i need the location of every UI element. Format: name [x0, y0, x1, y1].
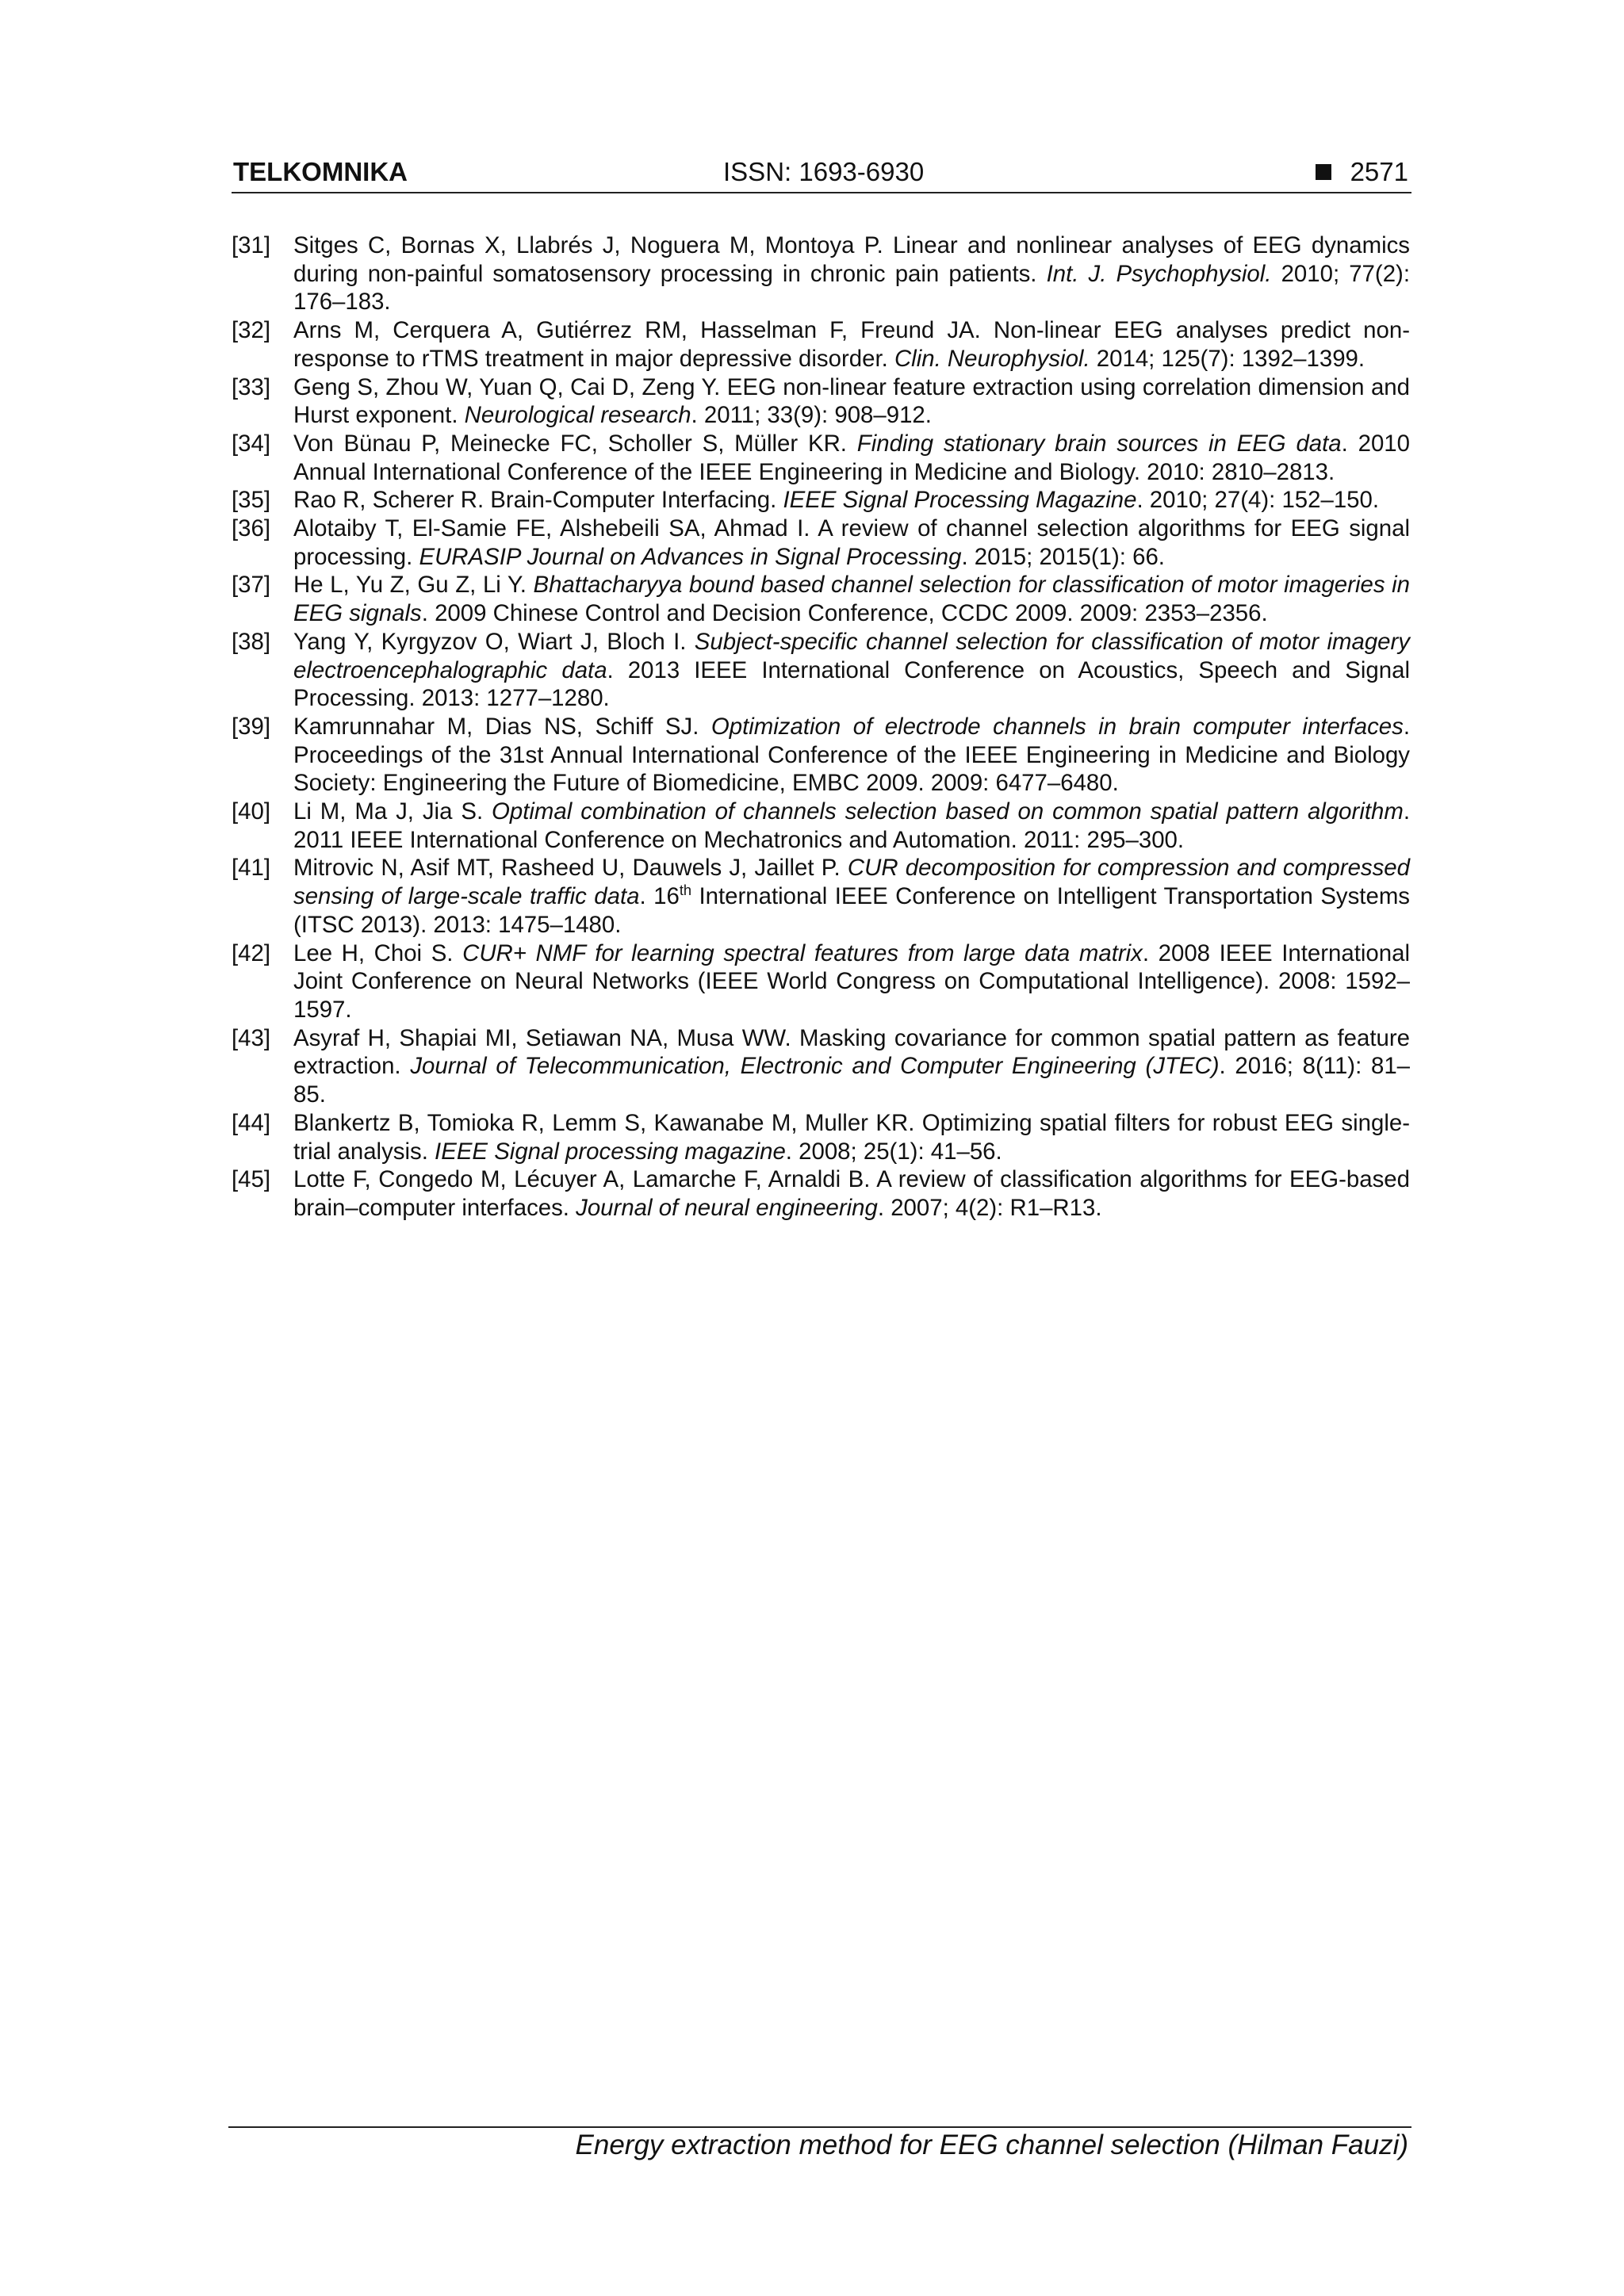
reference-text-segment: Lee H, Choi S. [293, 939, 463, 966]
reference-text-segment: 2010; 77(2): 176–183. [293, 260, 1410, 316]
reference-text-segment: Asyraf H, Shapiai MI, Setiawan NA, Musa WW. Masking covariance for common spatial pattern as feature extraction. [293, 1024, 1410, 1080]
reference-text-segment: Yang Y, Kyrgyzov O, Wiart J, Bloch I. [293, 628, 695, 655]
reference-text-segment: Sitges C, Bornas X, Llabrés J, Noguera M, Montoya P. Linear and nonlinear analyses of EEG dynamics during non-painful somatosensory processing in chronic pain patients. [293, 232, 1410, 287]
reference-item [232, 939, 1410, 1024]
reference-number: [34] [232, 430, 271, 457]
reference-number: [35] [232, 487, 271, 514]
reference-text [293, 486, 1410, 515]
reference-text-segment: . 2008 IEEE International Joint Conference on Neural Networks (IEEE World Congress on Computational Intelligence). 2008: 1592–1597. [293, 939, 1410, 1023]
square-bullet-icon [1316, 164, 1331, 180]
reference-title-italic: IEEE Signal processing magazine [435, 1138, 786, 1165]
reference-text-segment: . 2009 Chinese Control and Decision Conference, CCDC 2009. 2009: 2353–2356. [421, 600, 1268, 627]
reference-title-italic: Optimal combination of channels selection based on common spatial pattern algorithm [492, 798, 1404, 825]
reference-text [293, 316, 1410, 373]
reference-text-segment: . 2011 IEEE International Conference on Mechatronics and Automation. 2011: 295–300. [293, 798, 1411, 853]
reference-title-italic: Neurological research [464, 402, 691, 429]
reference-title-italic: Bhattacharyya bound based channel selection for classification of motor imageries in EEG signals [293, 572, 1410, 627]
reference-number: [37] [232, 572, 271, 599]
reference-number: [45] [232, 1166, 271, 1193]
reference-text [293, 798, 1410, 854]
reference-title-italic: Finding stationary brain sources in EEG data [856, 430, 1342, 457]
journal-name: TELKOMNIKA [233, 157, 408, 186]
reference-text-segment: Arns M, Cerquera A, Gutiérrez RM, Hasselman F, Freund JA. Non-linear EEG analyses predict non-response to rTMS treatment in major depressive disorder. [293, 317, 1410, 372]
reference-text-segment: Geng S, Zhou W, Yuan Q, Cai D, Zeng Y. EEG non-linear feature extraction using correlation dimension and Hurst exponent. [293, 373, 1410, 429]
reference-text-segment: . 2016; 8(11): 81–85. [293, 1053, 1411, 1108]
reference-text [293, 939, 1410, 1024]
reference-text-segment: Rao R, Scherer R. Brain-Computer Interfacing. [293, 487, 783, 514]
reference-text [293, 515, 1410, 571]
reference-item [232, 628, 1410, 713]
reference-text [293, 854, 1410, 939]
reference-item [232, 232, 1410, 316]
reference-text [293, 1109, 1410, 1165]
page-number-group [1316, 157, 1408, 187]
reference-number: [41] [232, 855, 271, 882]
reference-number: [31] [232, 232, 271, 258]
reference-text [293, 628, 1410, 713]
reference-item [232, 486, 1410, 515]
reference-superscript: th [679, 882, 692, 899]
reference-item [232, 1024, 1410, 1109]
reference-item [232, 373, 1410, 430]
reference-number: [32] [232, 317, 271, 344]
reference-number: [42] [232, 939, 271, 966]
reference-text-segment: . 2007; 4(2): R1–R13. [877, 1194, 1102, 1221]
reference-item [232, 798, 1410, 854]
reference-number: [43] [232, 1024, 271, 1051]
reference-title-italic: Journal of Telecommunication, Electronic and Computer Engineering (JTEC) [410, 1053, 1220, 1080]
reference-title-italic: IEEE Signal Processing Magazine [783, 487, 1137, 514]
reference-text-segment: . 16 [639, 883, 680, 910]
page-number: 2571 [1350, 157, 1408, 186]
reference-number: [38] [232, 628, 271, 655]
reference-text-segment: . 2011; 33(9): 908–912. [691, 402, 932, 429]
reference-title-italic: Journal of neural engineering [576, 1194, 878, 1221]
reference-text [293, 1024, 1410, 1109]
reference-number: [40] [232, 798, 271, 825]
reference-title-italic: EURASIP Journal on Advances in Signal Processing [419, 543, 962, 570]
reference-text [293, 373, 1410, 430]
reference-text [293, 232, 1410, 316]
reference-text-segment: . 2008; 25(1): 41–56. [785, 1138, 1002, 1165]
reference-text-segment: Li M, Ma J, Jia S. [293, 798, 492, 825]
reference-number: [36] [232, 515, 271, 542]
reference-text-segment: Alotaiby T, El-Samie FE, Alshebeili SA, Ahmad I. A review of channel selection algorithms for EEG signal processing. [293, 515, 1410, 570]
reference-item [232, 515, 1410, 571]
reference-text-segment: Kamrunnahar M, Dias NS, Schiff SJ. [293, 713, 711, 740]
reference-number: [44] [232, 1109, 271, 1136]
reference-text-segment: . Proceedings of the 31st Annual International Conference of the IEEE Engineering in Medicine and Biology Society: Engineering the Future of Biomedicine, EMBC 2009. 2009: 6477–6480. [293, 713, 1411, 797]
issn-label: ISSN: 1693-6930 [723, 157, 925, 186]
reference-item [232, 854, 1410, 939]
page-footer: Energy extraction method for EEG channel selection (Hilman Fauzi) [575, 2130, 1408, 2160]
reference-number: [39] [232, 713, 271, 740]
reference-title-italic: Clin. Neurophysiol. [894, 345, 1090, 372]
reference-item [232, 430, 1410, 486]
reference-title-italic: Optimization of electrode channels in brain computer interfaces [710, 713, 1404, 740]
reference-list [232, 232, 1410, 1223]
reference-text-segment: . 2013 IEEE International Conference on Acoustics, Speech and Signal Processing. 2013: 1277–1280. [293, 656, 1410, 712]
reference-item [232, 1109, 1410, 1165]
reference-text [293, 1165, 1410, 1222]
page-header [232, 155, 1411, 193]
reference-item [232, 571, 1410, 627]
reference-text [293, 713, 1410, 798]
reference-text [293, 430, 1410, 486]
reference-text-segment: 2014; 125(7): 1392–1399. [1090, 345, 1365, 372]
reference-title-italic: Int. J. Psychophysiol. [1046, 260, 1272, 287]
reference-text-segment: . 2015; 2015(1): 66. [961, 543, 1165, 570]
reference-title-italic: CUR+ NMF for learning spectral features from large data matrix [462, 939, 1143, 966]
footer-rule [228, 2126, 1411, 2128]
reference-text-segment: Lotte F, Congedo M, Lécuyer A, Lamarche F, Arnaldi B. A review of classification algorithms for EEG-based brain–computer interfaces. [293, 1166, 1410, 1221]
reference-text-segment: . 2010 Annual International Conference of the IEEE Engineering in Medicine and Biology. 2010: 2810–2813. [293, 430, 1410, 485]
reference-item [232, 713, 1410, 798]
reference-text-segment: International IEEE Conference on Intelligent Transportation Systems (ITSC 2013). 2013: 1475–1480. [293, 883, 1411, 938]
reference-title-italic: CUR decomposition for compression and compressed sensing of large-scale traffic data [293, 855, 1410, 910]
reference-item [232, 1165, 1410, 1222]
reference-text-segment: He L, Yu Z, Gu Z, Li Y. [293, 572, 534, 599]
reference-title-italic: Subject-specific channel selection for classification of motor imagery electroencephalographic data [293, 628, 1410, 683]
reference-text-segment: Mitrovic N, Asif MT, Rasheed U, Dauwels J, Jaillet P. [293, 855, 848, 882]
reference-text-segment: Von Bünau P, Meinecke FC, Scholler S, Müller KR. [293, 430, 857, 457]
reference-text [293, 571, 1410, 627]
reference-text-segment: Blankertz B, Tomioka R, Lemm S, Kawanabe M, Muller KR. Optimizing spatial filters for robust EEG single-trial analysis. [293, 1109, 1410, 1165]
reference-number: [33] [232, 373, 271, 400]
reference-item [232, 316, 1410, 373]
reference-text-segment: . 2010; 27(4): 152–150. [1136, 487, 1380, 514]
